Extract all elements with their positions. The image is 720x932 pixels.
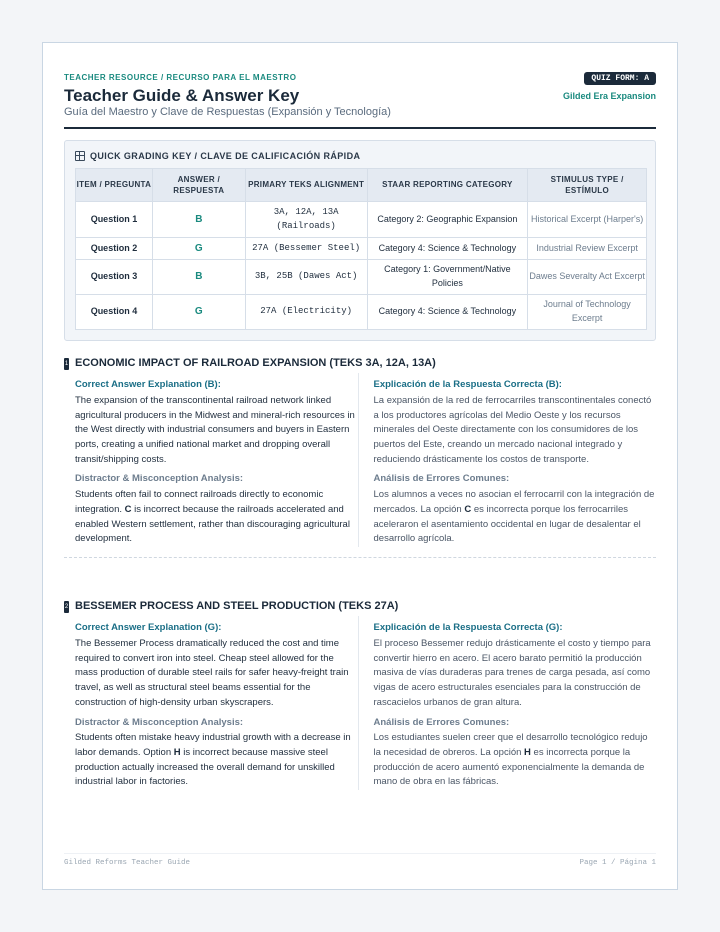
distractor-heading: Distractor & Misconception Analysis:: [75, 473, 244, 485]
distractor-option: H: [524, 747, 531, 759]
english-column: [75, 616, 358, 790]
answer-cell: B: [152, 260, 245, 295]
section-columns: [64, 616, 656, 790]
correct-answer-text: The expansion of the transcontinental railroad network linked agricultural producers in the Midwest and mineral-rich resources in the West directly with industrial consumers and buyers in Eastern ports, creating a unified national market and dropping overall transit/shipping costs.: [75, 394, 355, 465]
item-cell: Question 3: [76, 260, 153, 295]
section-railroad-expansion: [64, 355, 656, 558]
item-cell: Question 1: [76, 202, 153, 238]
footer-guide-title: Gilded Reforms Teacher Guide: [64, 859, 191, 867]
section-title: BESSEMER PROCESS AND STEEL PRODUCTION (TEKS 27A): [75, 600, 399, 613]
quick-grading-key: [64, 140, 656, 341]
footer-page-number: Page 1 / Página 1: [579, 859, 656, 867]
section-header: [64, 598, 656, 614]
page-header: [64, 71, 656, 129]
table-row: [76, 202, 647, 238]
spanish-column: [358, 373, 657, 547]
section-number: 1: [64, 361, 69, 367]
distractor-heading: Análisis de Errores Comunes:: [373, 473, 510, 485]
stimulus-cell: Dawes Severalty Act Excerpt: [528, 260, 647, 295]
column-header-category: STAAR REPORTING CATEGORY: [367, 169, 528, 202]
teacher-guide-page: [42, 42, 678, 890]
section-number: 2: [64, 604, 69, 611]
category-cell: Category 2: Geographic Expansion: [367, 202, 528, 238]
distractor-option: H: [173, 747, 181, 759]
page-footer: [64, 853, 656, 867]
category-cell: Category 1: Government/Native Policies: [367, 260, 528, 295]
section-divider: [64, 557, 656, 558]
grading-key-table: [75, 168, 647, 330]
item-cell: Question 2: [76, 238, 153, 260]
grading-key-header: [75, 149, 645, 163]
category-cell: Category 4: Science & Technology: [367, 238, 528, 260]
correct-answer-heading: Correct Answer Explanation (B):: [75, 379, 221, 390]
distractor-heading: Distractor & Misconception Analysis:: [75, 716, 244, 728]
column-header-answer: ANSWER / RESPUESTA: [152, 169, 245, 202]
unit-label: Gilded Era Expansion: [562, 91, 656, 101]
column-header-stimulus: STIMULUS TYPE / ESTÍMULO: [528, 169, 647, 202]
section-title: ECONOMIC IMPACT OF RAILROAD EXPANSION (TEKS 3A, 12A, 13A): [75, 357, 436, 369]
page-title: Teacher Guide & Answer Key: [64, 86, 300, 105]
spanish-column: [358, 616, 657, 790]
teks-cell: 27A (Bessemer Steel): [245, 238, 367, 260]
stimulus-cell: Industrial Review Excerpt: [528, 238, 647, 260]
page-content: [64, 71, 656, 790]
correct-answer-text: La expansión de la red de ferrocarriles transcontinentales conectó a los productores agrícolas del Medio Oeste y los recursos minerales del Oeste directamente con los consumidores de los puertos del Este, creando un mercado nacional integrado y reduciendo drásticamente los costos de transporte.: [373, 394, 652, 465]
correct-answer-heading: Explicación de la Respuesta Correcta (G):: [373, 622, 563, 634]
teks-cell: 3A, 12A, 13A (Railroads): [245, 202, 367, 238]
category-cell: Category 4: Science & Technology: [367, 295, 528, 330]
table-header-row: [76, 169, 647, 202]
column-header-item: ITEM / PREGUNTA: [76, 169, 153, 202]
grading-key-title: QUICK GRADING KEY / CLAVE DE CALIFICACIÓN RÁPIDA: [90, 151, 361, 161]
english-column: [75, 373, 358, 547]
correct-answer-heading: Correct Answer Explanation (G):: [75, 622, 222, 634]
resource-eyebrow: TEACHER RESOURCE / RECURSO PARA EL MAESTRO: [64, 73, 297, 82]
page-subtitle: Guía del Maestro y Clave de Respuestas (Expansión y Tecnología): [64, 106, 391, 118]
distractor-text: Los alumnos a veces no asocian el ferrocarril con la integración de mercados. La opción C es incorrecta porque los ferrocarriles aceleraron el asentamiento occidental en lugar de desalentar el desarrollo agrícola.: [373, 489, 655, 545]
answer-cell: G: [152, 295, 245, 330]
stimulus-cell: Journal of Technology Excerpt: [528, 295, 647, 330]
distractor-option: C: [124, 503, 132, 515]
correct-answer-heading: Explicación de la Respuesta Correcta (B):: [373, 379, 562, 390]
distractor-text: Students often mistake heavy industrial growth with a decrease in labor demands. Option H is incorrect because massive steel production actually increased the overall demand for unskilled industrial labor in factories.: [75, 732, 351, 788]
answer-cell: G: [152, 238, 245, 260]
item-cell: Question 4: [76, 295, 153, 330]
teks-cell: 27A (Electricity): [245, 295, 367, 330]
section-header: [64, 355, 656, 371]
correct-answer-text: El proceso Bessemer redujo drásticamente el costo y tiempo para convertir hierro en acero. El acero barato permitió la producción masiva de vías duraderas para trenes de carga pesada, así como vigas de acero estructurales esenciales para la construcción de rascacielos urbanos de gran altura.: [373, 637, 651, 708]
column-header-teks: PRIMARY TEKS ALIGNMENT: [245, 169, 367, 202]
table-row: [76, 260, 647, 295]
table-grid-icon: [75, 151, 85, 161]
stimulus-cell: Historical Excerpt (Harper's): [528, 202, 647, 238]
quiz-form-badge: QUIZ FORM: A: [584, 72, 656, 85]
teks-cell: 3B, 25B (Dawes Act): [245, 260, 367, 295]
distractor-option: C: [464, 503, 472, 515]
section-columns: [64, 373, 656, 547]
distractor-heading: Análisis de Errores Comunes:: [373, 716, 510, 728]
table-row: [76, 238, 647, 260]
section-bessemer-process: [64, 598, 656, 790]
answer-cell: B: [152, 202, 245, 238]
table-row: [76, 295, 647, 330]
distractor-text: Students often fail to connect railroads directly to economic integration. C is incorrect because the railroads accelerated and enabled Western settlement, rather than discouraging agricultural development.: [75, 489, 350, 545]
correct-answer-text: The Bessemer Process dramatically reduced the cost and time required to convert iron into steel. Cheap steel allowed for the mass production of durable steel rails for safer heavy-freight train travel, as well as structural steel beams essential for the construction of high-density urban skyscrapers.: [75, 637, 349, 708]
distractor-text: Los estudiantes suelen creer que el desarrollo tecnológico redujo la necesidad de obreros. La opción H es incorrecta porque la producción de acero aumentó exponencialmente la demanda de mano de obra en las fábricas.: [373, 732, 648, 788]
